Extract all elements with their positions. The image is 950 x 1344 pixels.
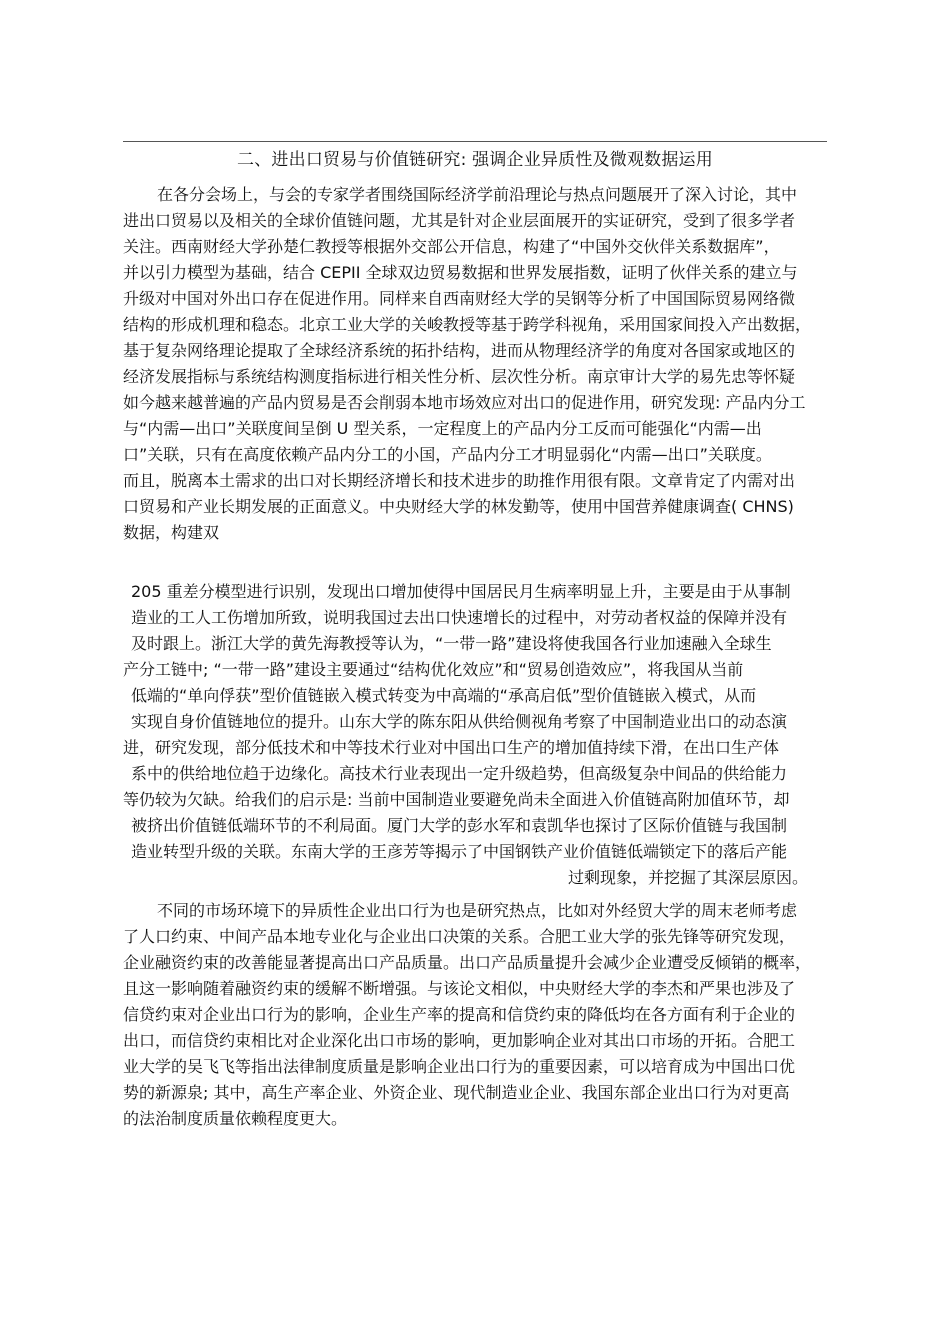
paragraph-line: 进，研究发现，部分低技术和中等技术行业对中国出口生产的增加值持续下滑，在出口生产体 — [123, 738, 780, 757]
paragraph-line: 口”关联，只有在高度依赖产品内分工的小国，产品内分工才明显弱化“内需—出口”关联度。 — [123, 445, 772, 464]
paragraph-line: 的法治制度质量依赖程度更大。 — [123, 1109, 348, 1128]
paragraph-line: 出口，而信贷约束相比对企业深化出口市场的影响，更加影响企业对其出口市场的开拓。合肥工 — [123, 1031, 796, 1050]
paragraph-line: 被挤出价值链低端环节的不利局面。厦门大学的彭水军和袁凯华也探讨了区际价值链与我国制 — [131, 816, 788, 835]
paragraph-line: 势的新源泉; 其中，高生产率企业、外资企业、现代制造业企业、我国东部企业出口行为对更高 — [123, 1083, 790, 1102]
paragraph-line: 升级对中国对外出口存在促进作用。同样来自西南财经大学的吴钢等分析了中国国际贸易网络微 — [123, 289, 796, 308]
paragraph-line: 等仍较为欠缺。给我们的启示是: 当前中国制造业要避免尚未全面进入价值链高附加值环节，却 — [123, 790, 790, 809]
paragraph-line: 造业转型升级的关联。东南大学的王彦芳等揭示了中国钢铁产业价值链低端锁定下的落后产能 — [131, 842, 788, 861]
paragraph-line: 不同的市场环境下的异质性企业出口行为也是研究热点，比如对外经贸大学的周末老师考虑 — [157, 901, 798, 920]
paragraph-line: 信贷约束对企业出口行为的影响，企业生产率的提高和信贷约束的降低均在各方面有利于企业的 — [123, 1005, 796, 1024]
paragraph-line: 造业的工人工伤增加所致，说明我国过去出口快速增长的过程中，对劳动者权益的保障并没有 — [131, 608, 788, 627]
paragraph-line: 经济发展指标与系统结构测度指标进行相关性分析、层次性分析。南京审计大学的易先忠等怀疑 — [123, 367, 796, 386]
paragraph-line: 低端的“单向俘获”型价值链嵌入模式转变为中高端的“承高启低”型价值链嵌入模式，从而 — [131, 686, 757, 705]
section-title: 二、进出口贸易与价值链研究: 强调企业异质性及微观数据运用 — [237, 150, 713, 170]
paragraph-line: 基于复杂网络理论提取了全球经济系统的拓扑结构，进而从物理经济学的角度对各国家或地区的 — [123, 341, 796, 360]
paragraph-line: 关注。西南财经大学孙楚仁教授等根据外交部公开信息，构建了“中国外交伙伴关系数据库”， — [123, 237, 780, 256]
paragraph-line: 而且，脱离本土需求的出口对长期经济增长和技术进步的助推作用很有限。文章肯定了内需对出 — [123, 471, 796, 490]
paragraph-line: 205 重差分模型进行识别，发现出口增加使得中国居民月生病率明显上升，主要是由于从事制 — [131, 582, 791, 601]
paragraph-line: 及时跟上。浙江大学的黄先海教授等认为，“一带一路”建设将使我国各行业加速融入全球生 — [131, 634, 772, 653]
paragraph-line: 数据，构建双 — [123, 523, 220, 542]
paragraph-line: 且这一影响随着融资约束的缓解不断增强。与该论文相似，中央财经大学的李杰和严果也涉及了 — [123, 979, 796, 998]
paragraph-line: 了人口约束、中间产品本地专业化与企业出口决策的关系。合肥工业大学的张先锋等研究发现， — [123, 927, 796, 946]
paragraph-line: 进出口贸易以及相关的全球价值链问题，尤其是针对企业层面展开的实证研究，受到了很多学者 — [123, 211, 796, 230]
paragraph-line: 口贸易和产业长期发展的正面意义。中央财经大学的林发勤等，使用中国营养健康调查( CHNS) — [123, 497, 794, 516]
paragraph-line: 实现自身价值链地位的提升。山东大学的陈东阳从供给侧视角考察了中国制造业出口的动态演 — [131, 712, 788, 731]
paragraph-line: 产分工链中; “一带一路”建设主要通过“结构优化效应”和“贸易创造效应”，将我国从当前 — [123, 660, 744, 679]
paragraph-line: 过剩现象，并挖掘了其深层原因。 — [568, 868, 809, 887]
paragraph-line: 企业融资约束的改善能显著提高出口产品质量。出口产品质量提升会减少企业遭受反倾销的概率， — [123, 953, 812, 972]
paragraph-line: 系中的供给地位趋于边缘化。高技术行业表现出一定升级趋势，但高级复杂中间品的供给能力 — [131, 764, 788, 783]
paragraph-line: 业大学的吴飞飞等指出法律制度质量是影响企业出口行为的重要因素，可以培育成为中国出口优 — [123, 1057, 796, 1076]
paragraph-line: 与“内需—出口”关联度间呈倒 U 型关系，一定程度上的产品内分工反而可能强化“内需—出 — [123, 419, 762, 438]
paragraph-line: 如今越来越普遍的产品内贸易是否会削弱本地市场效应对出口的促进作用，研究发现: 产品内分工 — [123, 393, 806, 412]
header-rule — [123, 141, 827, 142]
paragraph-line: 结构的形成机理和稳态。北京工业大学的关峻教授等基于跨学科视角，采用国家间投入产出数据， — [123, 315, 812, 334]
paragraph-line: 并以引力模型为基础，结合 CEPII 全球双边贸易数据和世界发展指数，证明了伙伴关系的建立与 — [123, 263, 798, 282]
paragraph-line: 在各分会场上，与会的专家学者围绕国际经济学前沿理论与热点问题展开了深入讨论，其中 — [157, 185, 798, 204]
